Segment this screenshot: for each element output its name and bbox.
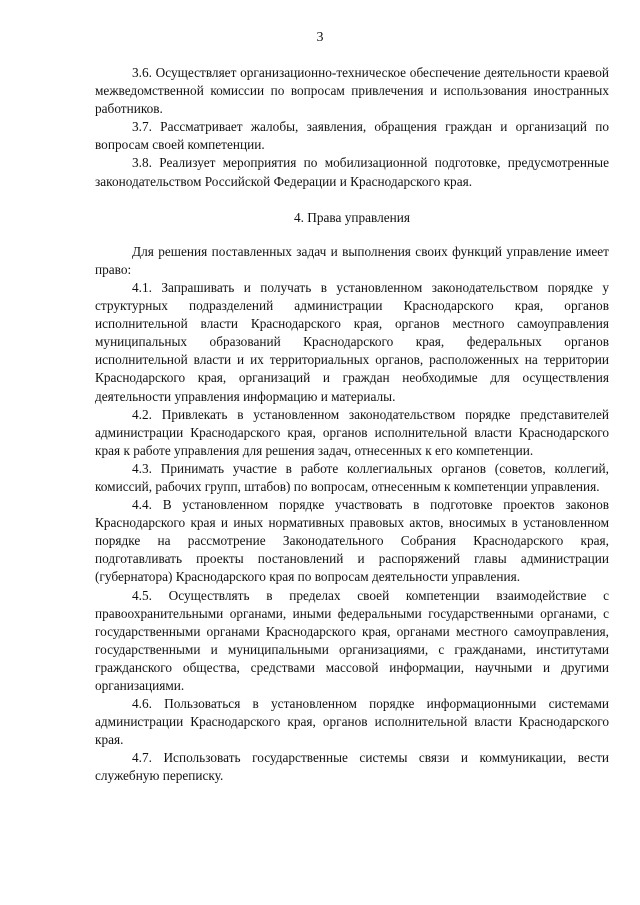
paragraph-4-6: 4.6. Пользоваться в установленном порядке информационными системами администрации Краснодарского края, органов исполнительной власти Краснодарского края. bbox=[95, 696, 609, 748]
page-number: 3 bbox=[316, 30, 324, 45]
paragraph-4-3: 4.3. Принимать участие в работе коллегиальных органов (советов, коллегий, комиссий, рабочих групп, штабов) по вопросам, отнесенным к компетенции управления. bbox=[95, 460, 609, 494]
paragraph-4-2: 4.2. Привлекать в установленном законодательством порядке представителей администрации Краснодарского края, органов исполнительной власти Краснодарского края к работе управления для решения задач, отнесенных к его компетенции. bbox=[95, 406, 609, 458]
paragraph-4-5: 4.5. Осуществлять в пределах своей компетенции взаимодействие с правоохранительными органами, иными федеральными государственными органами, с государственными органами Краснодарского края, органами местного самоуправления, государственными и муниципальными организациями, с гражданами, институтами гражданского общества, средствами массовой информации, научными и другими организациями. bbox=[95, 587, 609, 693]
paragraph-3-6: 3.6. Осуществляет организационно-техническое обеспечение деятельности краевой межведомственной комиссии по вопросам привлечения и использования иностранных работников. bbox=[95, 65, 609, 117]
paragraph-4-4: 4.4. В установленном порядке участвовать в подготовке проектов законов Краснодарского края и иных нормативных правовых актов, вносимых в установленном порядке на рассмотрение Законодательного Собрания Краснодарского края, подготавливать проекты постановлений и распоряжений главы администрации (губернатора) Краснодарского края по вопросам деятельности управления. bbox=[95, 497, 609, 585]
section-heading: 4. Права управления bbox=[293, 209, 411, 225]
document-body bbox=[95, 64, 609, 786]
paragraph-3-8: 3.8. Реализует мероприятия по мобилизационной подготовке, предусмотренные законодательством Российской Федерации и Краснодарского края. bbox=[95, 155, 609, 189]
paragraph-4-1: 4.1. Запрашивать и получать в установленном законодательством порядке у структурных подразделений администрации Краснодарского края, органов исполнительной власти Краснодарского края, органов местного самоуправления муниципальных образований Краснодарского края, федеральных органов исполнительной власти и их территориальных органов, расположенных на территории Краснодарского края, организаций и граждан необходимые для осуществления деятельности управления информацию и материалы. bbox=[95, 279, 609, 404]
paragraph-4-7: 4.7. Использовать государственные системы связи и коммуникации, вести служебную переписку. bbox=[95, 750, 609, 784]
paragraph-3-7: 3.7. Рассматривает жалобы, заявления, обращения граждан и организаций по вопросам своей компетенции. bbox=[95, 119, 609, 153]
section-intro: Для решения поставленных задач и выполнения своих функций управление имеет право: bbox=[95, 243, 609, 277]
